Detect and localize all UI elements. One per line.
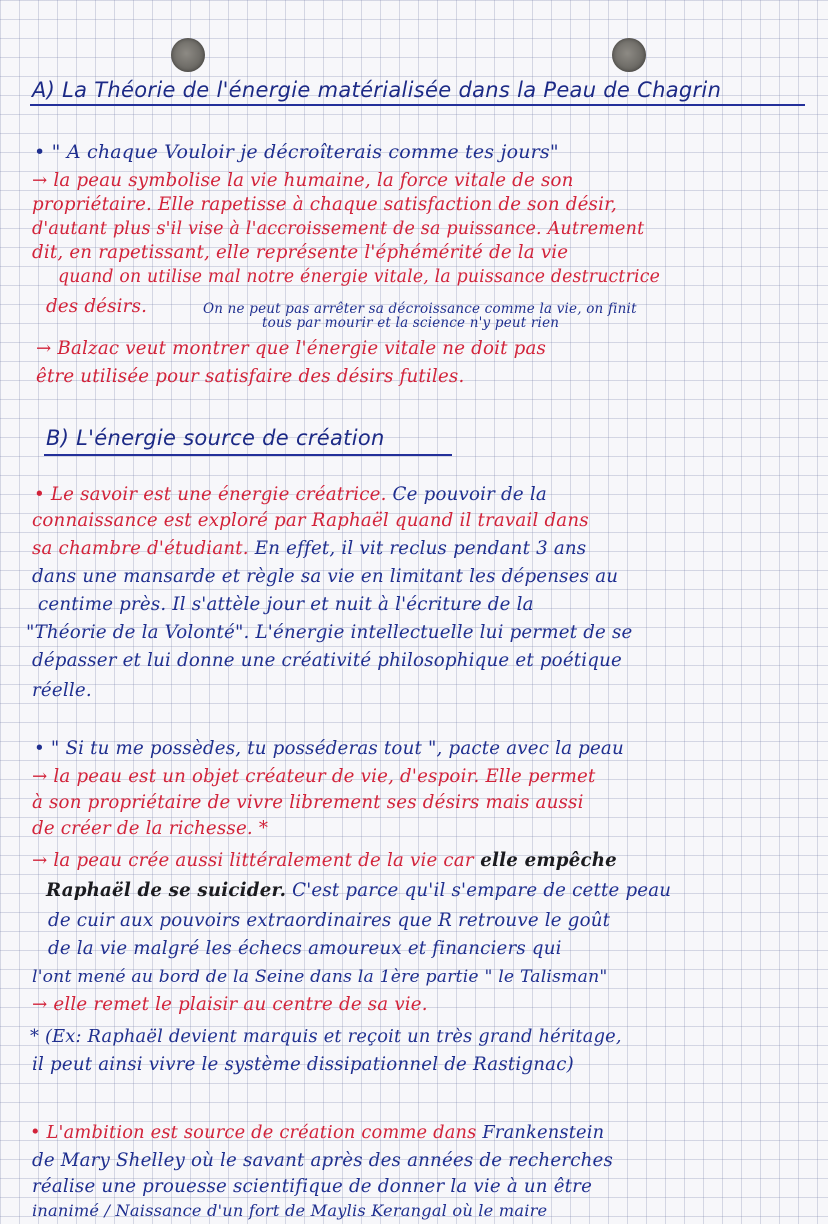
ambition-line-3: réalise une prouesse scientifique de donner la vie à un être xyxy=(32,1176,593,1197)
savoir-line-3 xyxy=(32,538,586,560)
savoir-blue-line-5: réelle. xyxy=(32,680,92,701)
footnote-line-1: * (Ex: Raphaël devient marquis et reçoit un très grand héritage, xyxy=(30,1026,622,1047)
section-a-quote: • " A chaque Vouloir je décroîterais comme tes jours" xyxy=(34,141,559,163)
savoir-statement: • Le savoir est une énergie créatrice. xyxy=(34,484,387,505)
pacte-red-line-3: de créer de la richesse. * xyxy=(32,818,269,839)
section-a-red-line-1: → la peau symbolise la vie humaine, la force vitale de son xyxy=(32,170,574,191)
savoir-red-line-1: connaissance est exploré par Raphaël quand il travail dans xyxy=(32,510,589,531)
pacte-red-line-4: → la peau crée aussi littéralement de la vie car xyxy=(32,850,474,871)
savoir-line-1 xyxy=(34,484,547,506)
pacte-line-4 xyxy=(32,850,617,872)
section-a-red-line-3: d'autant plus s'il vise à l'accroissement de sa puissance. Autrement xyxy=(32,219,645,239)
section-a-underline xyxy=(30,104,805,106)
section-a-red-line-5: quand on utilise mal notre énergie vitale, la puissance destructrice xyxy=(58,267,661,287)
section-a-blue-note-1: On ne peut pas arrêter sa décroissance comme la vie, on finit xyxy=(203,301,637,317)
section-a-balzac-line-1: → Balzac veut montrer que l'énergie vitale ne doit pas xyxy=(36,338,547,359)
section-a-red-line-2: propriétaire. Elle rapetisse à chaque satisfaction de son désir, xyxy=(32,194,617,215)
pacte-blue-line-3: l'ont mené au bord de la Seine dans la 1ère partie " le Talisman" xyxy=(32,967,608,987)
section-b-underline xyxy=(44,454,452,456)
section-b-title: B) L'énergie source de création xyxy=(46,426,385,450)
pacte-line-5 xyxy=(46,880,671,902)
ambition-statement: • L'ambition est source de création comme dans xyxy=(30,1122,477,1143)
ambition-line-2: de Mary Shelley où le savant après des années de recherches xyxy=(32,1150,613,1171)
pacte-blue-tail: C'est parce qu'il s'empare de cette peau xyxy=(286,880,672,901)
ambition-line-4: inanimé / Naissance d'un fort de Maylis Kerangal où le maire xyxy=(32,1201,548,1220)
footnote-line-2: il peut ainsi vivre le système dissipationnel de Rastignac) xyxy=(32,1054,574,1075)
binder-hole-left xyxy=(171,38,205,72)
section-a-title: A) La Théorie de l'énergie matérialisée dans la Peau de Chagrin xyxy=(32,78,722,102)
savoir-blue-tail: En effet, il vit reclus pendant 3 ans xyxy=(248,538,587,559)
ambition-statement-tail: Frankenstein xyxy=(476,1122,605,1143)
ambition-line-1 xyxy=(30,1122,604,1144)
pacte-red-line-1: → la peau est un objet créateur de vie, d'espoir. Elle permet xyxy=(32,766,596,787)
pacte-blue-line-1: de cuir aux pouvoirs extraordinaires que R retrouve le goût xyxy=(48,910,611,931)
savoir-statement-tail: Ce pouvoir de la xyxy=(386,484,547,505)
savoir-red-line-2: sa chambre d'étudiant. xyxy=(32,538,249,559)
savoir-blue-line-2: centime près. Il s'attèle jour et nuit à l'écriture de la xyxy=(38,594,534,615)
savoir-blue-line-4: dépasser et lui donne une créativité philosophique et poétique xyxy=(32,650,623,671)
pacte-red-line-2: à son propriétaire de vivre librement ses désirs mais aussi xyxy=(32,792,584,813)
binder-hole-right xyxy=(612,38,646,72)
section-a-balzac-line-2: être utilisée pour satisfaire des désirs futiles. xyxy=(36,366,465,387)
plaisir-line: → elle remet le plaisir au centre de sa vie. xyxy=(32,994,428,1015)
section-a-red-line-4: dit, en rapetissant, elle représente l'éphémérité de la vie xyxy=(32,242,569,263)
section-a-red-line-6: des désirs. xyxy=(46,296,148,317)
section-a-blue-note-2: tous par mourir et la science n'y peut rien xyxy=(262,315,560,331)
savoir-blue-line-1: dans une mansarde et règle sa vie en limitant les dépenses au xyxy=(32,566,619,587)
savoir-blue-line-3: "Théorie de la Volonté". L'énergie intellectuelle lui permet de se xyxy=(26,622,633,643)
pacte-blue-line-2: de la vie malgré les échecs amoureux et financiers qui xyxy=(48,938,562,959)
pacte-black-1: elle empêche xyxy=(473,850,617,871)
pacte-quote: • " Si tu me possèdes, tu posséderas tout ", pacte avec la peau xyxy=(34,738,624,759)
pacte-black-2: Raphaël de se suicider. xyxy=(46,880,287,901)
